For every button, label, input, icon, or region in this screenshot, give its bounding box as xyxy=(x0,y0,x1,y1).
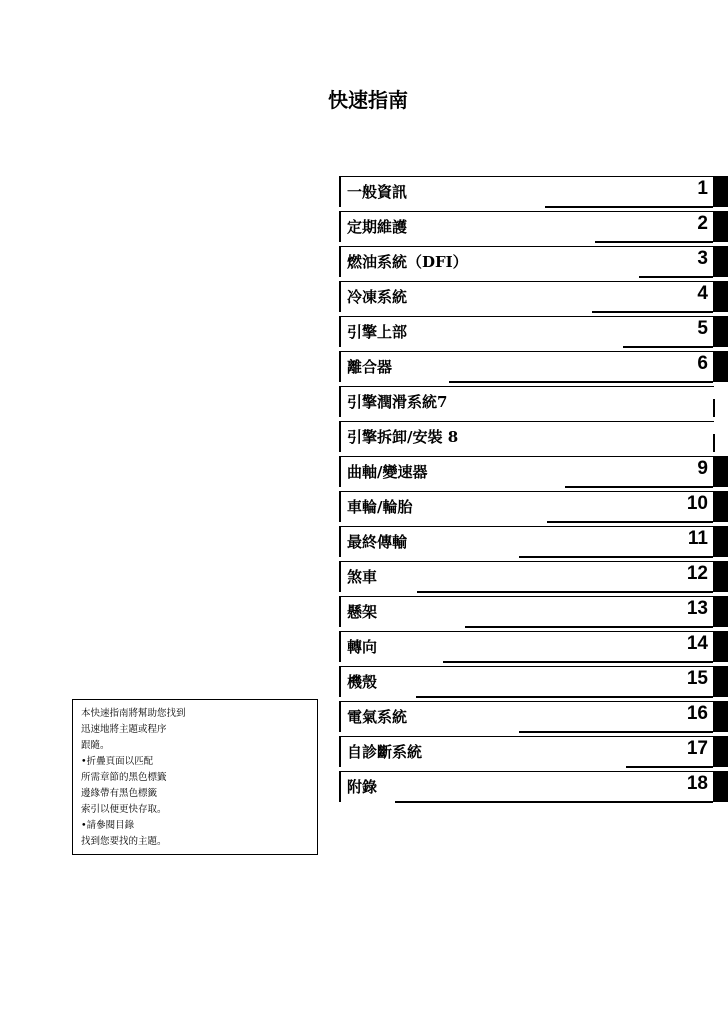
chapter-label: 引擎潤滑系統7 xyxy=(347,393,448,411)
chapter-label: 附錄 xyxy=(347,778,378,796)
chapter-row[interactable] xyxy=(339,595,728,630)
chapter-tab xyxy=(713,666,728,697)
chapter-row[interactable] xyxy=(339,175,728,210)
chapter-number: 10 xyxy=(686,493,708,514)
chapter-label: 機殼 xyxy=(347,673,378,691)
chapter-row[interactable] xyxy=(339,350,728,385)
chapter-label: 曲軸/變速器 xyxy=(347,463,428,481)
chapter-tab xyxy=(713,176,728,207)
chapter-tab xyxy=(713,771,728,802)
chapter-tab xyxy=(713,456,728,487)
chapter-row[interactable] xyxy=(339,770,728,805)
chapter-number: 9 xyxy=(697,458,708,479)
chapter-tab xyxy=(713,701,728,732)
chapter-row[interactable] xyxy=(339,700,728,735)
usage-note-box xyxy=(72,699,318,855)
chapter-tab xyxy=(713,246,728,277)
chapter-number: 1 xyxy=(697,178,708,199)
chapter-row[interactable] xyxy=(339,665,728,700)
chapter-tab xyxy=(713,491,728,522)
chapter-row[interactable] xyxy=(339,455,728,490)
chapter-row[interactable] xyxy=(339,560,728,595)
note-line: •請參閱目錄 xyxy=(81,820,135,831)
chapter-tab xyxy=(713,561,728,592)
chapter-label: 燃油系統（DFI） xyxy=(347,253,468,271)
chapter-tab xyxy=(713,596,728,627)
chapter-number: 3 xyxy=(697,248,708,269)
chapter-tab xyxy=(713,631,728,662)
chapter-tab xyxy=(713,434,728,452)
note-line: 所需章節的黑色標籤 xyxy=(81,772,167,783)
chapter-row[interactable] xyxy=(339,525,728,560)
chapter-label: 最終傳輸 xyxy=(347,533,408,551)
chapter-label: 車輪/輪胎 xyxy=(347,498,413,516)
note-line: 迅速地將主題或程序 xyxy=(81,724,167,735)
chapter-row[interactable] xyxy=(339,420,728,455)
chapter-number: 15 xyxy=(686,668,708,689)
chapter-tab xyxy=(713,351,728,382)
chapter-row[interactable] xyxy=(339,210,728,245)
chapter-index xyxy=(339,175,728,805)
chapter-row[interactable] xyxy=(339,735,728,770)
chapter-row[interactable] xyxy=(339,385,728,420)
chapter-number: 16 xyxy=(686,703,708,724)
note-line: 找到您要找的主題。 xyxy=(81,836,167,847)
chapter-label: 一般資訊 xyxy=(347,183,408,201)
chapter-number: 13 xyxy=(686,598,708,619)
chapter-row[interactable] xyxy=(339,280,728,315)
chapter-label: 冷凍系統 xyxy=(347,288,408,306)
chapter-number: 18 xyxy=(686,773,708,794)
chapter-label: 電氣系統 xyxy=(347,708,408,726)
chapter-number: 2 xyxy=(697,213,708,234)
note-line: 跟隨。 xyxy=(81,740,110,751)
chapter-number: 14 xyxy=(686,633,708,654)
chapter-number: 17 xyxy=(686,738,708,759)
chapter-label: 引擎上部 xyxy=(347,323,408,341)
page-title: 快速指南 xyxy=(328,88,408,112)
chapter-label: 離合器 xyxy=(347,358,393,376)
note-line: 索引以便更快存取。 xyxy=(81,804,167,815)
chapter-label: 煞車 xyxy=(347,568,378,586)
note-line: 本快速指南將幫助您找到 xyxy=(81,708,186,719)
chapter-row[interactable] xyxy=(339,630,728,665)
chapter-label: 定期維護 xyxy=(347,218,408,236)
chapter-row[interactable] xyxy=(339,315,728,350)
chapter-row[interactable] xyxy=(339,245,728,280)
chapter-number: 6 xyxy=(697,353,708,374)
chapter-tab xyxy=(713,399,728,417)
chapter-number: 5 xyxy=(697,318,708,339)
chapter-number: 11 xyxy=(687,528,708,549)
chapter-number: 12 xyxy=(686,563,708,584)
chapter-tab xyxy=(713,526,728,557)
chapter-number: 4 xyxy=(697,283,708,304)
chapter-tab xyxy=(713,281,728,312)
chapter-label: 懸架 xyxy=(347,603,378,621)
chapter-tab xyxy=(713,736,728,767)
chapter-label: 引擎拆卸/安裝 8 xyxy=(347,428,459,446)
chapter-tab xyxy=(713,316,728,347)
note-line: •折疊頁面以匹配 xyxy=(81,756,154,767)
chapter-row[interactable] xyxy=(339,490,728,525)
chapter-label: 轉向 xyxy=(347,638,378,656)
chapter-label: 自診斷系統 xyxy=(347,743,423,761)
chapter-tab xyxy=(713,211,728,242)
note-line: 邊緣帶有黑色標籤 xyxy=(81,788,158,799)
